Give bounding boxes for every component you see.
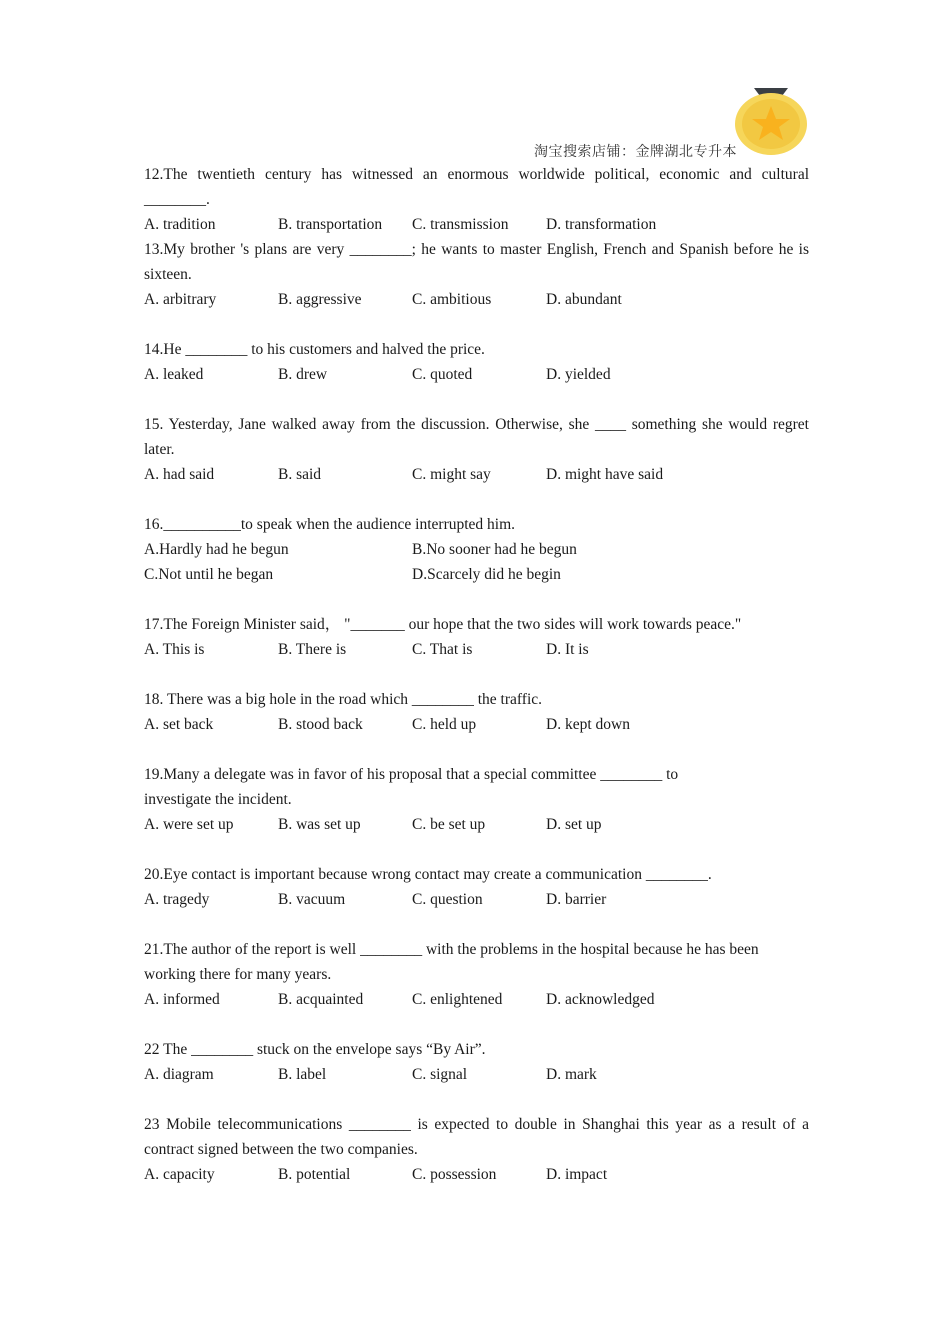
option-d: D. set up bbox=[546, 816, 602, 833]
option-a: A. This is bbox=[144, 641, 205, 658]
option-d: D. yielded bbox=[546, 366, 611, 383]
option-d: D. abundant bbox=[546, 291, 622, 308]
option-c: C. signal bbox=[412, 1066, 468, 1083]
option-b: B. was set up bbox=[278, 816, 361, 833]
option-a: A. set back bbox=[144, 716, 214, 733]
option-a: A. leaked bbox=[144, 366, 204, 383]
option-c: C.Not until he began bbox=[144, 566, 274, 583]
option-c: C. be set up bbox=[412, 816, 486, 833]
options-18 bbox=[144, 712, 809, 737]
options-23 bbox=[144, 1162, 809, 1187]
question-12: 12.The twentieth century has witnessed an enormous worldwide political, economic and cultural ________. bbox=[144, 166, 809, 208]
option-c: C. That is bbox=[412, 641, 473, 658]
question-21: 21.The author of the report is well ________ with the problems in the hospital because he has been working there for many years. bbox=[144, 941, 759, 983]
option-a: A.Hardly had he begun bbox=[144, 541, 289, 558]
option-c: C. question bbox=[412, 891, 483, 908]
options-21 bbox=[144, 987, 809, 1012]
option-a: A. arbitrary bbox=[144, 291, 217, 308]
option-b: B. said bbox=[278, 466, 322, 483]
options-22 bbox=[144, 1062, 809, 1087]
shop-header-text: 淘宝搜索店铺：金牌湖北专升本 bbox=[534, 144, 737, 160]
question-18: 18. There was a big hole in the road which ________ the traffic. bbox=[144, 691, 543, 708]
options-20 bbox=[144, 887, 809, 912]
option-d: D. It is bbox=[546, 641, 589, 658]
options-15 bbox=[144, 462, 809, 487]
option-d: D. barrier bbox=[546, 891, 607, 908]
option-d: D. mark bbox=[546, 1066, 597, 1083]
question-20: 20.Eye contact is important because wrong contact may create a communication ________. bbox=[144, 866, 712, 883]
option-b: B. There is bbox=[278, 641, 347, 658]
options-14 bbox=[144, 362, 809, 387]
option-a: A. had said bbox=[144, 466, 215, 483]
question-16: 16.__________to speak when the audience interrupted him. bbox=[144, 516, 516, 533]
option-c: C. might say bbox=[412, 466, 491, 483]
question-22: 22 The ________ stuck on the envelope says “By Air”. bbox=[144, 1041, 486, 1058]
option-c: C. quoted bbox=[412, 366, 473, 383]
option-b: B. transportation bbox=[278, 216, 383, 233]
question-14: 14.He ________ to his customers and halved the price. bbox=[144, 341, 485, 358]
option-a: A. tragedy bbox=[144, 891, 210, 908]
option-d: D. transformation bbox=[546, 216, 657, 233]
option-c: C. enlightened bbox=[412, 991, 503, 1008]
option-b: B.No sooner had he begun bbox=[412, 541, 577, 558]
option-a: A. diagram bbox=[144, 1066, 214, 1083]
option-d: D. might have said bbox=[546, 466, 664, 483]
question-13: 13.My brother 's plans are very ________; he wants to master English, French and Spanish before he is sixteen. bbox=[144, 241, 809, 283]
option-d: D. kept down bbox=[546, 716, 630, 733]
options-19 bbox=[144, 812, 809, 837]
options-16-row-2 bbox=[144, 562, 809, 587]
question-17: 17.The Foreign Minister said， "_______ our hope that the two sides will work towards peace." bbox=[144, 616, 742, 633]
option-b: B. acquainted bbox=[278, 991, 364, 1008]
question-23: 23 Mobile telecommunications ________ is expected to double in Shanghai this year as a result of a contract signed between the two companies. bbox=[144, 1116, 809, 1158]
option-d: D. acknowledged bbox=[546, 991, 655, 1008]
options-16-row-1 bbox=[144, 537, 809, 562]
option-b: B. potential bbox=[278, 1166, 351, 1183]
option-d: D.Scarcely did he begin bbox=[412, 566, 561, 583]
question-15: 15. Yesterday, Jane walked away from the discussion. Otherwise, she ____ something she would regret later. bbox=[144, 416, 809, 458]
option-d: D. impact bbox=[546, 1166, 608, 1183]
option-b: B. stood back bbox=[278, 716, 363, 733]
option-a: A. informed bbox=[144, 991, 220, 1008]
question-19: 19.Many a delegate was in favor of his proposal that a special committee ________ to investigate the incident. bbox=[144, 766, 679, 808]
option-a: A. capacity bbox=[144, 1166, 215, 1183]
option-b: B. drew bbox=[278, 366, 328, 383]
options-13 bbox=[144, 287, 809, 312]
option-b: B. aggressive bbox=[278, 291, 362, 308]
question-list bbox=[144, 162, 809, 1187]
option-b: B. vacuum bbox=[278, 891, 346, 908]
option-c: C. transmission bbox=[412, 216, 509, 233]
option-c: C. ambitious bbox=[412, 291, 492, 308]
option-c: C. held up bbox=[412, 716, 477, 733]
option-a: A. tradition bbox=[144, 216, 216, 233]
option-c: C. possession bbox=[412, 1166, 497, 1183]
options-17 bbox=[144, 637, 809, 662]
gold-medal-icon bbox=[732, 88, 810, 158]
options-12 bbox=[144, 212, 809, 237]
option-b: B. label bbox=[278, 1066, 327, 1083]
option-a: A. were set up bbox=[144, 816, 234, 833]
